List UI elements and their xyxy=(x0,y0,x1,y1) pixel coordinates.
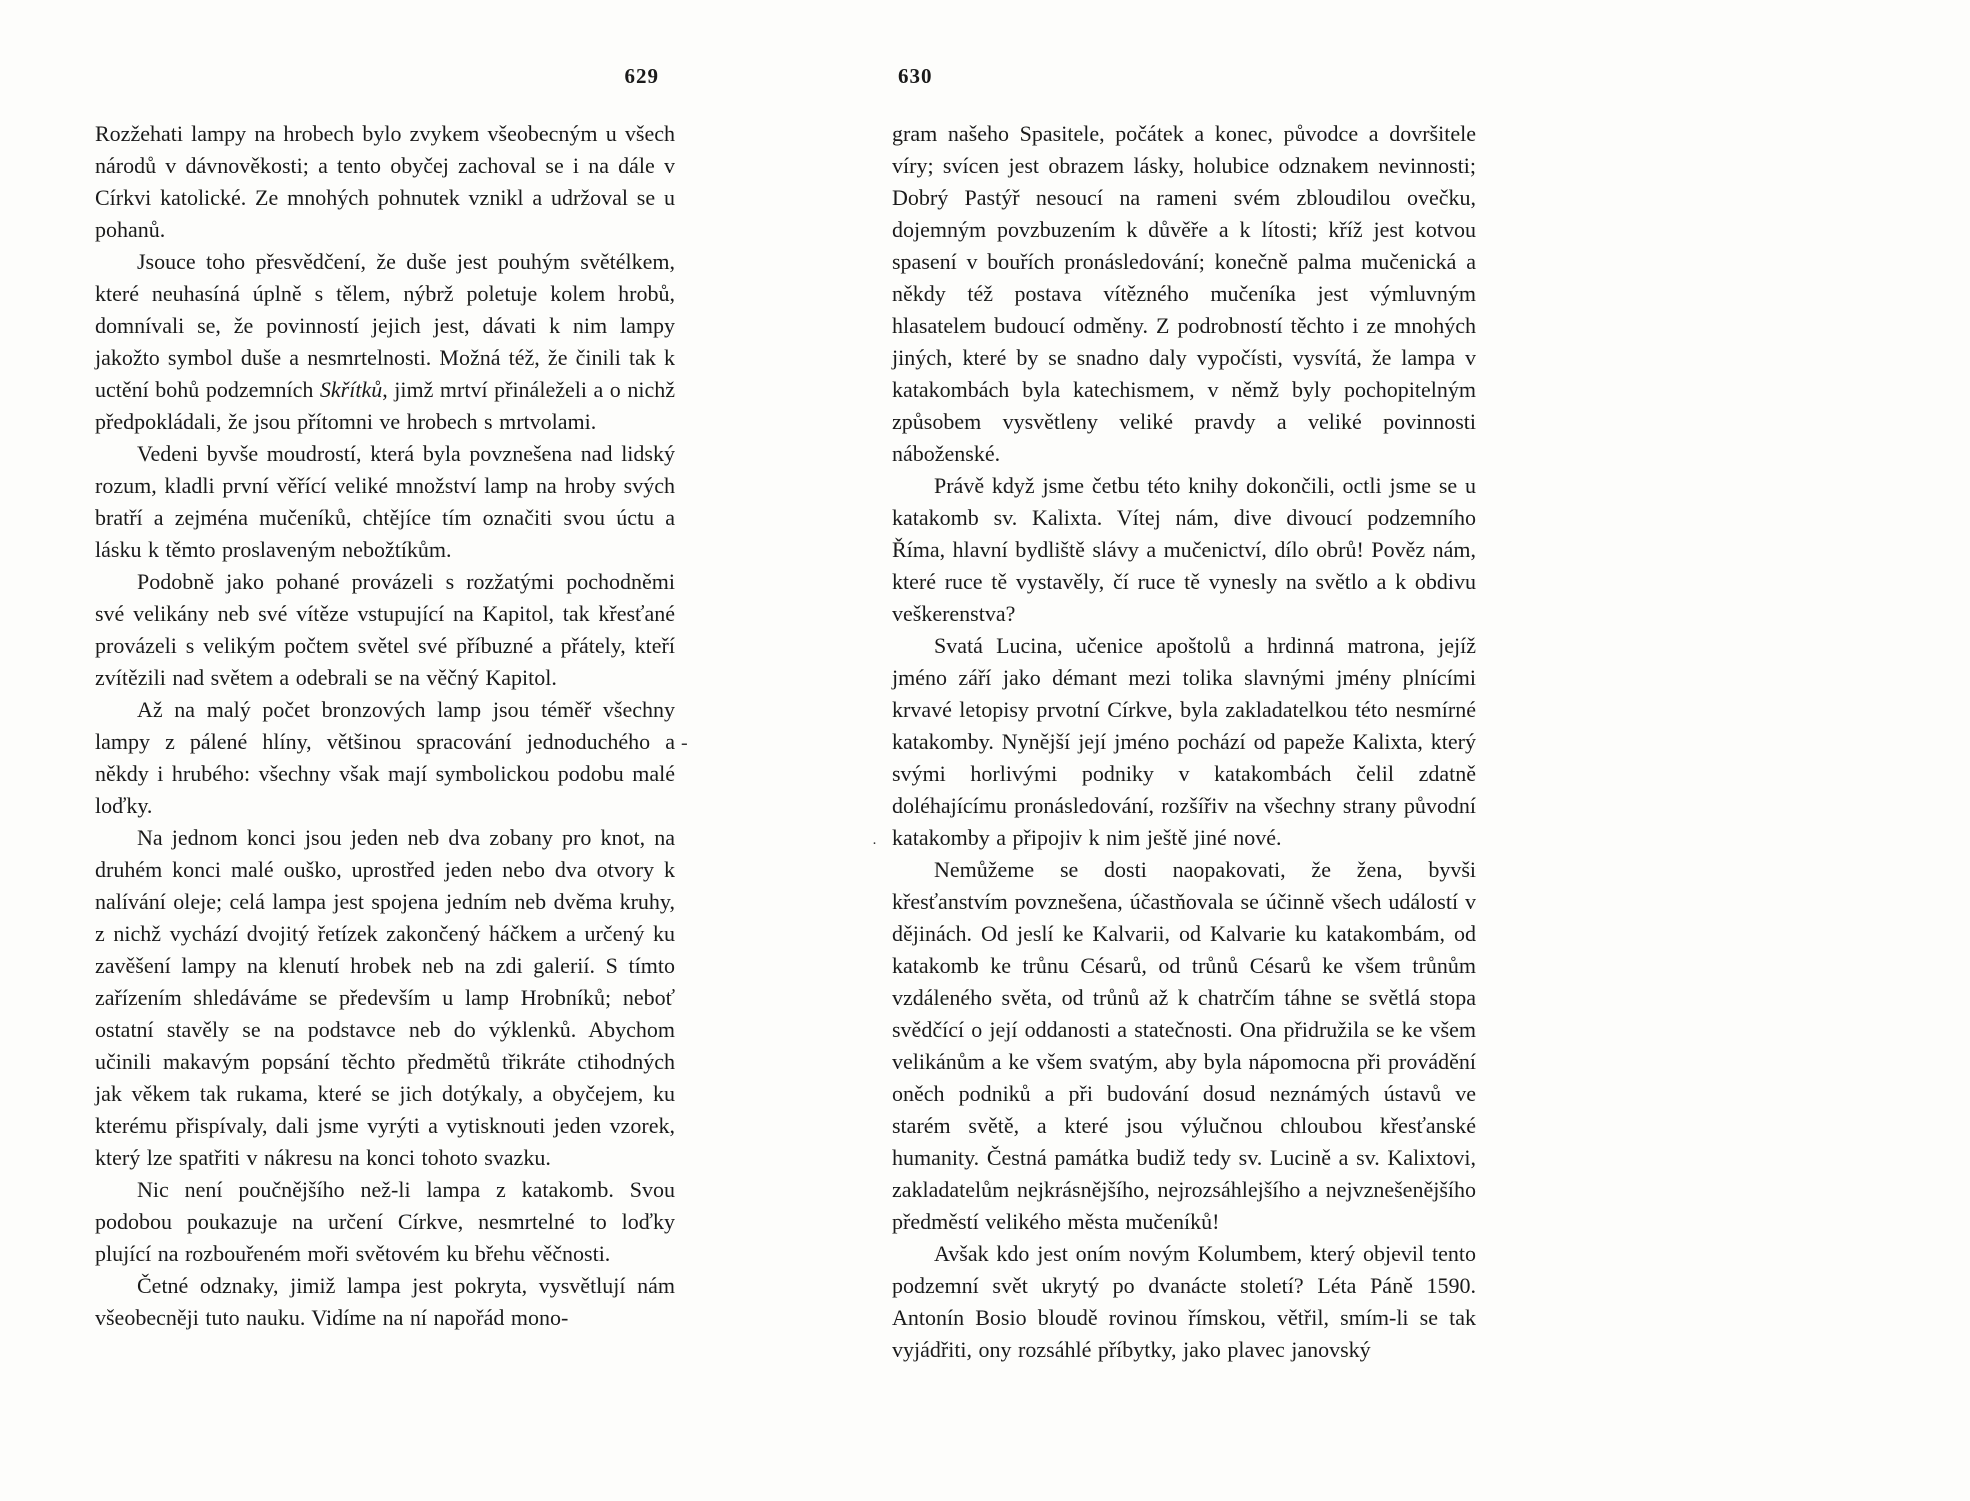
text-run: gram našeho Spasitele, počátek a konec, původce a dovršitele víry; svícen jest obrazem lásky, holubice odznakem nevinnosti; Dobrý Pastýř nesoucí na rameni svém zbloudilou ovečku, dojemným povzbuzením k důvěře a k lítosti; kříž jest kotvou spasení v bouřích pronásledování; konečně palma mučenická a někdy též postava vítězného mučeníka jest výmluvným hlasatelem budoucí odměny. Z podrobností těchto i ze mnohých jiných, které by se snadno daly vypočísti, vysvítá, že lampa v katakombách byla katechismem, v němž byly pochopitelným způsobem vysvětleny veliké pravdy a veliké povinnosti náboženské. xyxy=(892,121,1476,466)
paragraph xyxy=(892,630,1476,854)
page-number-right: 630 xyxy=(898,64,933,88)
text-run: Četné odznaky, jimiž lampa jest pokryta, vysvětlují nám všeobecněji tuto nauku. Vidíme na ní napořád mono- xyxy=(95,1273,675,1330)
book-page-right xyxy=(892,64,1476,1366)
paragraph xyxy=(95,694,675,822)
scan-artifact-dash: - xyxy=(681,732,688,754)
book-page-left xyxy=(95,64,675,1334)
paragraph xyxy=(95,822,675,1174)
text-run: Svatá Lucina, učenice apoštolů a hrdinná matrona, jejíž jméno září jako démant mezi tolika slavnými jmény plnícími krvavé letopisy prvotní Církve, byla zakladatelkou této nesmírné katakomby. Nynější její jméno pochází od papeže Kalixta, který svými horlivými podniky v katakombách čelil zdatně doléhajícímu pronásledování, rozšířiv na všechny strany původní katakomby a připojiv k nim ještě jiné nové. xyxy=(892,633,1476,850)
text-run: Podobně jako pohané provázeli s rozžatými pochodněmi své velikány neb své vítěze vstupující na Kapitol, tak křesťané provázeli s velikým počtem světel své příbuzné a přátely, kteří zvítězili nad světem a odebrali se na věčný Kapitol. xyxy=(95,569,675,690)
text-run: Na jednom konci jsou jeden neb dva zobany pro knot, na druhém konci malé ouško, uprostřed jeden nebo dva otvory k nalívání oleje; celá lampa jest spojena jedním neb dvěma kruhy, z nichž vychází dvojitý řetízek zakončený háčkem a určený ku zavěšení lampy na klenutí hrobek neb na zdi galerií. S tímto zařízením shledáváme se především u lamp Hrobníků; neboť ostatní stavěly se na podstavce neb do výklenků. Abychom učinili makavým popsání těchto předmětů třikráte ctihodných jak věkem tak rukama, které se jich dotýkaly, a obyčejem, ku kterému přispívaly, dali jsme vyrýti a vytisknouti jeden vzorek, který lze spatřiti v nákresu na konci tohoto svazku. xyxy=(95,825,675,1170)
page-text-column-left xyxy=(95,118,675,1334)
italic-text-run: Skřítků xyxy=(319,377,383,402)
text-run: Jsouce toho přesvědčení, že duše jest pouhým světélkem, které neuhasíná úplně s tělem, nýbrž poletuje kolem hrobů, domnívali se, že povinností jejich jest, dávati k nim lampy jakožto symbol duše a nesmrtelnosti. Možná též, že činili tak k uctění bohů podzemních xyxy=(95,249,675,402)
text-run: Vedeni byvše moudrostí, která byla povznešena nad lidský rozum, kladli první věřící veliké množství lamp na hroby svých bratří a zejména mučeníků, chtějíce tím označiti svou úctu a lásku k těmto proslaveným nebožtíkům. xyxy=(95,441,675,562)
paragraph xyxy=(95,438,675,566)
paragraph xyxy=(892,470,1476,630)
page-number-left: 629 xyxy=(624,64,659,88)
paragraph xyxy=(95,1174,675,1270)
text-run: Právě když jsme četbu této knihy dokončili, octli jsme se u katakomb sv. Kalixta. Vítej nám, dive divoucí podzemního Říma, hlavní bydliště slávy a mučenictví, dílo obrů! Pověz nám, které ruce tě vystavěly, čí ruce tě vynesly na světlo a k obdivu veškerenstva? xyxy=(892,473,1476,626)
text-run: , jimž mrtví přináleželi a o nichž předpokládali, že jsou přítomni ve hrobech s mrtvolami. xyxy=(95,377,675,434)
text-run: Nemůžeme se dosti naopakovati, že žena, byvši křesťanstvím povznešena, účastňovala se účinně všech událostí v dějinách. Od jeslí ke Kalvarii, od Kalvarie ku katakombám, od katakomb ke trůnu Césarů, od trůnů Césarů ke všem trůnům vzdáleného světa, od trůnů až k chatrčím táhne se světlá stopa svědčící o její oddanosti a statečnosti. Ona přidružila se ke všem velikánům a ke všem svatým, aby byla nápomocna při provádění oněch podniků a při budování dosud neznámých ústavů ve starém světě, a které jsou výlučnou chloubou křesťanské humanity. Čestná památka budiž tedy sv. Lucině a sv. Kalixtovi, zakladatelům nejkrásnějšího, nejrozsáhlejšího a nejvznešenějšího předměstí velikého města mučeníků! xyxy=(892,857,1476,1234)
text-run: Nic není poučnějšího než-li lampa z katakomb. Svou podobou poukazuje na určení Církve, nesmrtelné to loďky plující na rozbouřeném moři světovém ku břehu věčnosti. xyxy=(95,1177,675,1266)
page-text-column-right xyxy=(892,118,1476,1366)
paragraph xyxy=(95,118,675,246)
paragraph xyxy=(95,1270,675,1334)
text-run: Avšak kdo jest oním novým Kolumbem, který objevil tento podzemní svět ukrytý po dvanácte století? Léta Páně 1590. Antonín Bosio bloudě rovinou římskou, větřil, smím-li se tak vyjádřiti, ony rozsáhlé příbytky, jako plavec janovský xyxy=(892,1241,1476,1362)
text-run: Až na malý počet bronzových lamp jsou téměř všechny lampy z pálené hlíny, většinou spracování jednoduchého a někdy i hrubého: všechny však mají symbolickou podobu malé loďky. xyxy=(95,697,675,818)
paragraph xyxy=(892,854,1476,1238)
scan-artifact-dot: · xyxy=(872,836,877,852)
paragraph xyxy=(95,566,675,694)
paragraph xyxy=(95,246,675,438)
paragraph xyxy=(892,1238,1476,1366)
text-run: Rozžehati lampy na hrobech bylo zvykem všeobecným u všech národů v dávnověkosti; a tento obyčej zachoval se i na dále v Církvi katolické. Ze mnohých pohnutek vznikl a udržoval se u pohanů. xyxy=(95,121,675,242)
paragraph xyxy=(892,118,1476,470)
